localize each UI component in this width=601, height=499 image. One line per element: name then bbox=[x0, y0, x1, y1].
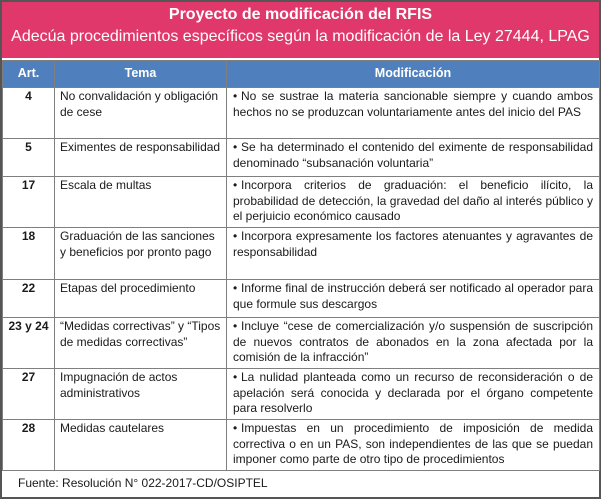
cell-art: 22 bbox=[3, 280, 55, 318]
source-note: Fuente: Resolución N° 022-2017-CD/OSIPTEL bbox=[18, 476, 268, 490]
cell-art: 23 y 24 bbox=[3, 318, 55, 369]
column-header-art: Art. bbox=[3, 61, 55, 88]
bullet-icon: • bbox=[233, 178, 238, 192]
table-header-row bbox=[3, 61, 600, 88]
cell-art: 18 bbox=[3, 228, 55, 280]
cell-art: 28 bbox=[3, 420, 55, 471]
cell-art: 17 bbox=[3, 177, 55, 228]
cell-modificacion bbox=[227, 228, 600, 280]
title-banner bbox=[2, 2, 599, 58]
bullet-icon: • bbox=[233, 140, 238, 154]
cell-tema: “Medidas correctivas” y “Tipos de medidas correctivas” bbox=[55, 318, 227, 369]
table-row bbox=[3, 420, 600, 471]
table-row bbox=[3, 177, 600, 228]
cell-tema: Medidas cautelares bbox=[55, 420, 227, 471]
cell-art: 4 bbox=[3, 88, 55, 139]
cell-modificacion bbox=[227, 177, 600, 228]
page-title: Proyecto de modificación del RFIS bbox=[168, 6, 433, 23]
column-header-modificacion: Modificación bbox=[227, 61, 600, 88]
bullet-icon: • bbox=[233, 89, 238, 103]
table-row bbox=[3, 318, 600, 369]
cell-modificacion bbox=[227, 318, 600, 369]
table-row bbox=[3, 280, 600, 318]
cell-art: 5 bbox=[3, 139, 55, 177]
table-row bbox=[3, 369, 600, 420]
modificacion-text: Incorpora expresamente los factores atenuantes y agravantes de responsabilidad bbox=[233, 229, 593, 259]
cell-tema: Etapas del procedimiento bbox=[55, 280, 227, 318]
table-row bbox=[3, 139, 600, 177]
bullet-icon: • bbox=[233, 319, 238, 333]
cell-art: 27 bbox=[3, 369, 55, 420]
modificacion-text: Incorpora criterios de graduación: el beneficio ilícito, la probabilidad de detección, la gravedad del daño al interés público y el perjuicio económico causado bbox=[233, 178, 593, 223]
cell-tema: Eximentes de responsabilidad bbox=[55, 139, 227, 177]
cell-tema: Impugnación de actos administrativos bbox=[55, 369, 227, 420]
bullet-icon: • bbox=[233, 229, 238, 243]
table-row bbox=[3, 88, 600, 139]
cell-modificacion bbox=[227, 88, 600, 139]
bullet-icon: • bbox=[233, 281, 238, 295]
cell-tema: Graduación de las sanciones y beneficios por pronto pago bbox=[55, 228, 227, 280]
modificacion-text: Informe final de instrucción deberá ser notificado al operador para que formule sus descargos bbox=[233, 281, 593, 311]
modifications-table bbox=[2, 60, 600, 471]
table-row bbox=[3, 228, 600, 280]
cell-tema: Escala de multas bbox=[55, 177, 227, 228]
cell-modificacion bbox=[227, 280, 600, 318]
modificacion-text: La nulidad planteada como un recurso de reconsideración o de apelación será conocida y declarada por el órgano competente para resolverlo bbox=[233, 370, 593, 415]
modificacion-text: Se ha determinado el contenido del eximente de responsabilidad denominado “subsanación voluntaria” bbox=[233, 140, 593, 170]
cell-modificacion bbox=[227, 369, 600, 420]
modificacion-text: No se sustrae la materia sancionable siempre y cuando ambos hechos no se produzcan voluntariamente antes del inicio del PAS bbox=[233, 89, 593, 119]
bullet-icon: • bbox=[233, 421, 238, 435]
cell-tema: No convalidación y obligación de cese bbox=[55, 88, 227, 139]
column-header-tema: Tema bbox=[55, 61, 227, 88]
page-subtitle: Adecúa procedimientos específicos según la modificación de la Ley 27444, LPAG bbox=[11, 28, 590, 45]
bullet-icon: • bbox=[233, 370, 238, 384]
cell-modificacion bbox=[227, 139, 600, 177]
modificacion-text: Incluye “cese de comercialización y/o suspensión de suscripción de nuevos contratos de abonados en la zona afectada por la comisión de la infracción” bbox=[233, 319, 593, 364]
cell-modificacion bbox=[227, 420, 600, 471]
modificacion-text: Impuestas en un procedimiento de imposición de medida correctiva o en un PAS, son independientes de las que se puedan imponer como parte de otro tipo de procedimientos bbox=[233, 421, 593, 466]
